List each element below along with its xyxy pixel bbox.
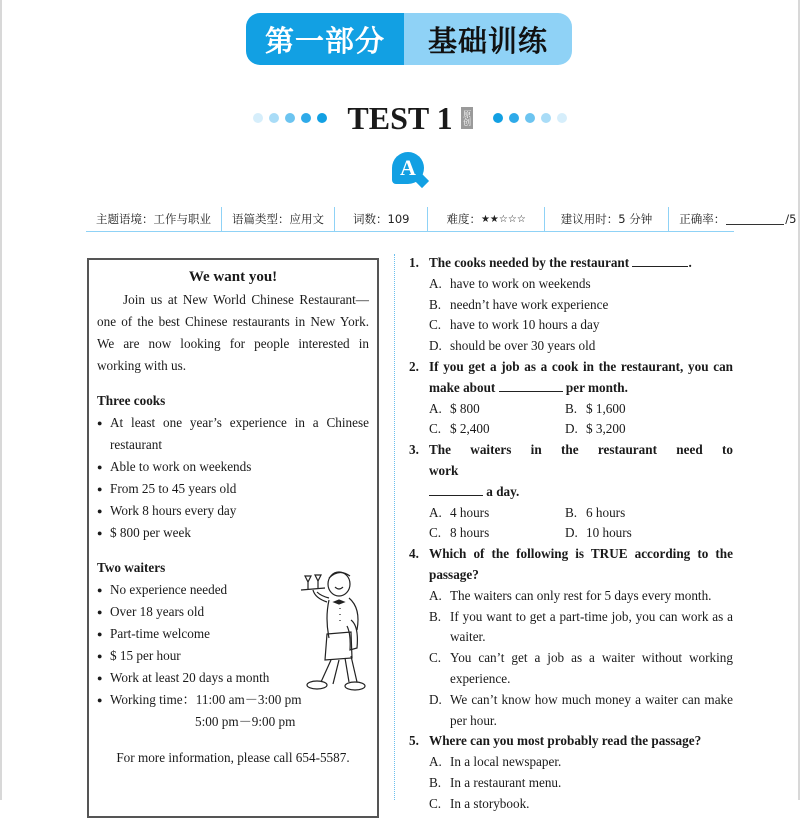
list-item: ● At least one year’s experience in a Chinese restaurant — [97, 412, 369, 456]
part-title: 基础训练 — [404, 13, 572, 65]
option-d[interactable]: D. We can’t know how much money a waiter can make per hour. — [429, 691, 733, 728]
option-c[interactable]: C. You can’t get a job as a waiter without working experience. — [429, 650, 733, 686]
dot-icon — [317, 113, 327, 123]
waiter-illustration — [295, 568, 375, 694]
question-3: 3. The waiters in the restaurant need to work a day. A. 4 hours B. 6 hours C. 8 hours D. 10 hours — [409, 440, 733, 544]
answer-blank[interactable] — [632, 254, 688, 267]
decorative-dots-left — [253, 113, 327, 123]
option-a[interactable]: A. In a local newspaper. — [429, 754, 562, 770]
passage-intro: Join us at New World Chinese Restaurant—one of the best Chinese restaurants in New York. We are now looking for people interested in working with us. — [97, 292, 369, 373]
answer-blank[interactable] — [429, 483, 483, 496]
contact-info: For more information, please call 654-5587. — [116, 750, 350, 765]
list-item: ● $ 800 per week — [97, 522, 369, 544]
dot-icon — [301, 113, 311, 123]
list-item: ● From 25 to 45 years old — [97, 478, 369, 500]
option-d[interactable]: D. should be over 30 years old — [429, 338, 596, 354]
info-bar — [86, 207, 797, 232]
question-1: 1. The cooks needed by the restaurant . A. have to work on weekends B. needn’t have work experience C. have to work 10 hours a day D. should be over 30 years old — [409, 253, 733, 357]
option-c[interactable]: C. have to work 10 hours a day — [429, 317, 600, 333]
section-letter-badge: A — [392, 152, 424, 184]
option-a[interactable]: A. $ 800 — [429, 400, 480, 416]
original-badge: 原创 — [461, 107, 473, 129]
accuracy: 正确率： /5 — [679, 212, 797, 226]
list-item: ● Work 8 hours every day — [97, 500, 369, 522]
option-b[interactable]: B. $ 1,600 — [565, 400, 626, 416]
option-a[interactable]: A. The waiters can only rest for 5 days every month. — [429, 587, 712, 603]
question-2: 2. If you get a job as a cook in the restaurant, you can make about per month. A. $ 800 B. $ 1,600 C. $ 2,400 D. $ 3,200 — [409, 357, 733, 440]
list-item: ● $ 15 per hour — [97, 645, 369, 667]
accuracy-blank[interactable] — [726, 214, 784, 225]
dot-icon — [253, 113, 263, 123]
dot-icon — [509, 113, 519, 123]
part-label: 第一部分 — [246, 13, 404, 65]
suggested-time: 建议用时：5 分钟 — [545, 207, 669, 231]
option-b[interactable]: B. In a restaurant menu. — [429, 774, 562, 790]
option-d[interactable]: D. $ 3,200 — [565, 421, 626, 437]
star-rating-icon: ★★☆☆☆ — [480, 213, 526, 225]
dot-icon — [285, 113, 295, 123]
waiters-heading: Two waiters — [97, 560, 166, 575]
question-4: 4. Which of the following is TRUE according to the passage? A. The waiters can only rest for 5 days every month. B. If you want to get a part-time job, you can work as a waiter. C. You can’t get a job as a waiter without working experience. D. We can’t know how much money a waiter can make per hour. — [409, 544, 733, 731]
option-b[interactable]: B. needn’t have work experience — [429, 296, 609, 312]
option-c[interactable]: C. 8 hours — [429, 525, 490, 541]
dot-icon — [541, 113, 551, 123]
working-time-line2: 5:00 pm－9:00 pm — [195, 714, 296, 729]
column-divider — [394, 254, 395, 800]
cooks-list — [97, 412, 369, 544]
test-title-row — [250, 96, 570, 140]
dot-icon — [525, 113, 535, 123]
list-item: ● Able to work on weekends — [97, 456, 369, 478]
page-edge-left — [0, 0, 2, 800]
option-d[interactable]: D. 10 hours — [565, 525, 632, 541]
list-item: ● No experience needed — [97, 579, 369, 601]
option-a[interactable]: A. 4 hours — [429, 504, 490, 520]
passage-box — [87, 258, 379, 818]
test-title: TEST 1 — [347, 99, 453, 136]
list-item: ● Working time：11:00 am－3:00 pm — [97, 689, 369, 711]
cooks-heading: Three cooks — [97, 393, 166, 408]
answer-blank[interactable] — [499, 379, 563, 392]
text-type: 语篇类型：应用文 — [222, 207, 335, 231]
dot-icon — [493, 113, 503, 123]
option-a[interactable]: A. have to work on weekends — [429, 275, 591, 291]
passage-title: We want you! — [188, 269, 278, 285]
theme-context: 主题语境：工作与职业 — [86, 207, 222, 231]
dot-icon — [557, 113, 567, 123]
dot-icon — [269, 113, 279, 123]
list-item: ● Over 18 years old — [97, 601, 369, 623]
list-item: ● Work at least 20 days a month — [97, 667, 288, 689]
questions-column — [409, 253, 733, 815]
option-c[interactable]: C. In a storybook. — [429, 795, 530, 811]
question-5: 5. Where can you most probably read the passage? A. In a local newspaper. B. In a restaurant menu. C. In a storybook. — [409, 731, 733, 814]
decorative-dots-right — [493, 113, 567, 123]
section-banner — [246, 13, 572, 65]
difficulty: 难度： ★★☆☆☆ — [428, 207, 544, 231]
word-count: 词数：109 — [335, 207, 428, 231]
list-item: ● Part-time welcome — [97, 623, 369, 645]
option-b[interactable]: B. If you want to get a part-time job, you can work as a waiter. — [429, 608, 733, 645]
option-b[interactable]: B. 6 hours — [565, 504, 626, 520]
option-c[interactable]: C. $ 2,400 — [429, 421, 490, 437]
